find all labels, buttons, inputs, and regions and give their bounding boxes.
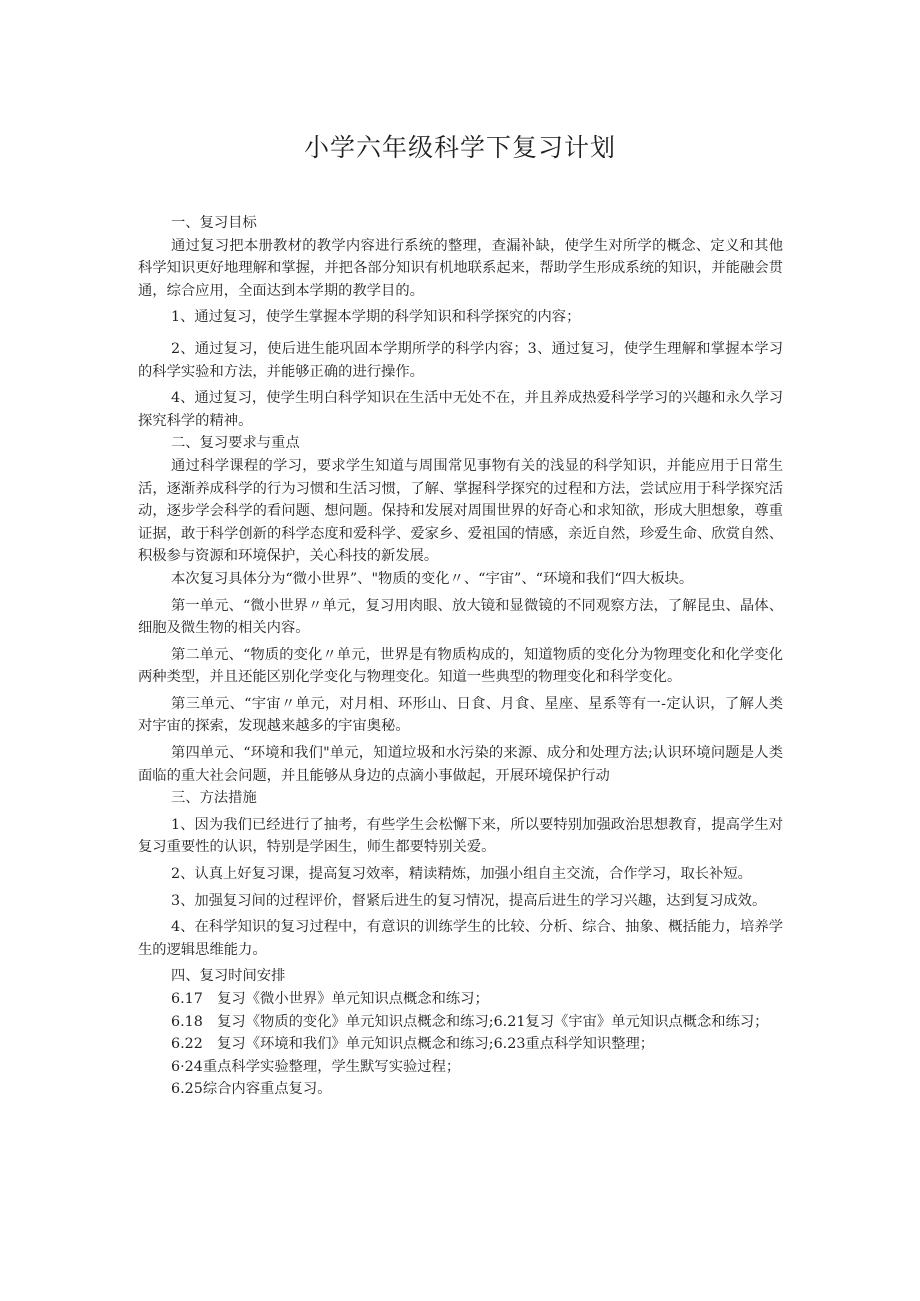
requirements-blocks: 本次复习具体分为“微小世界”、"物质的变化〃、“宇宙”、“环境和我们“四大板块。 [171, 570, 694, 587]
requirements-unit-1: 第一单元、“微小世界〃单元，复习用肉眼、放大镜和显微镜的不同观察方法，了解昆虫、晶体、细胞及微生物的相关内容。 [138, 597, 783, 637]
schedule-line-6-24: 6·24重点科学实验整理，学生默写实验过程； [171, 1058, 461, 1075]
goals-item-4: 4、通过复习，使学生明白科学知识在生活中无处不在，并且养成热爱科学学习的兴趣和永久学习探究科学的精神。 [138, 390, 783, 429]
requirements-unit-3: 第三单元、“宇宙〃单元，对月相、环形山、日食、月食、星座、星系等有一-定认识，了解人类对宇宙的探索，发现越来越多的宇宙奥秘。 [138, 695, 783, 735]
requirements-intro-paragraph: 通过科学课程的学习，要求学生知道与周围常见事物有关的浅显的科学知识，并能应用于日常生活，逐渐养成科学的行为习惯和生活习惯，了解、掌握科学探究的过程和方法，尝试应用于科学探究活动，逐步学会科学的看问题、想问题。保持和发展对周围世界的好奇心和求知欲，形成大胆想象，尊重证据，敢于科学创新的科学态度和爱科学、爱家乡、爱祖国的情感，亲近自然，珍爱生命、欣赏自然、积极参与资源和环境保护，关心科技的新发展。 [138, 457, 783, 565]
document-title: 小学六年级科学下复习计划 [303, 133, 616, 162]
document-body [138, 212, 783, 1101]
methods-item-1: 1、因为我们已经进行了抽考，有些学生会松懈下来，所以要特别加强政治思想教育，提高学生对复习重要性的认识，特别是学困生，师生都要特别关爱。 [138, 816, 783, 856]
schedule-line-6-22: 6.22 复习《环境和我们》单元知识点概念和练习;6.23重点科学知识整理； [171, 1036, 655, 1053]
schedule-line-6-25: 6.25综合内容重点复习。 [171, 1081, 332, 1098]
section-heading-schedule: 四、复习时间安排 [171, 968, 286, 985]
section-heading-goals: 一、复习目标 [171, 215, 257, 231]
goals-item-2-3: 2、通过复习，使后进生能巩固本学期所学的科学内容；3、通过复习，使学生理解和掌握本学习的科学实验和方法，并能够正确的进行操作。 [138, 340, 783, 380]
section-heading-requirements: 二、复习要求与重点 [171, 435, 300, 452]
methods-item-3: 3、加强复习间的过程评价，督紧后进生的复习情况，提高后进生的学习兴趣，达到复习成效。 [171, 892, 767, 909]
goals-intro-paragraph: 通过复习把本册教材的教学内容进行系统的整理，查漏补缺，使学生对所学的概念、定义和其他科学知识更好地理解和掌握，并把各部分知识有机地联系起来，帮助学生形成系统的知识，并能融会贯通，综合应用，全面达到本学期的教学目的。 [138, 237, 783, 299]
methods-item-2: 2、认真上好复习课，提高复习效率，精读精炼，加强小组自主交流，合作学习，取长补短。 [171, 866, 752, 883]
methods-item-4: 4、在科学知识的复习过程中，有意识的训练学生的比较、分析、综合、抽象、概括能力，培养学生的逻辑思维能力。 [138, 919, 783, 958]
schedule-line-6-18: 6.18 复习《物质的变化》单元知识点概念和练习;6.21复习《宇宙》单元知识点概念和练习； [171, 1013, 769, 1030]
schedule-line-6-17: 6.17 复习《微小世界》单元知识点概念和练习； [171, 991, 489, 1007]
requirements-unit-4: 第四单元、“环境和我们"单元，知道垃圾和水污染的来源、成分和处理方法;认识环境问题是人类面临的重大社会问题，并且能够从身边的点滴小事做起，开展环境保护行动 [138, 745, 783, 784]
section-heading-methods: 三、方法措施 [171, 790, 257, 807]
requirements-unit-2: 第二单元、“物质的变化〃单元，世界是有物质构成的，知道物质的变化分为物理变化和化学变化两种类型，并且还能区别化学变化与物理变化。知道一些典型的物理变化和科学变化。 [138, 646, 783, 686]
goals-item-1: 1、通过复习，使学生掌握本学期的科学知识和科学探究的内容； [171, 309, 581, 326]
